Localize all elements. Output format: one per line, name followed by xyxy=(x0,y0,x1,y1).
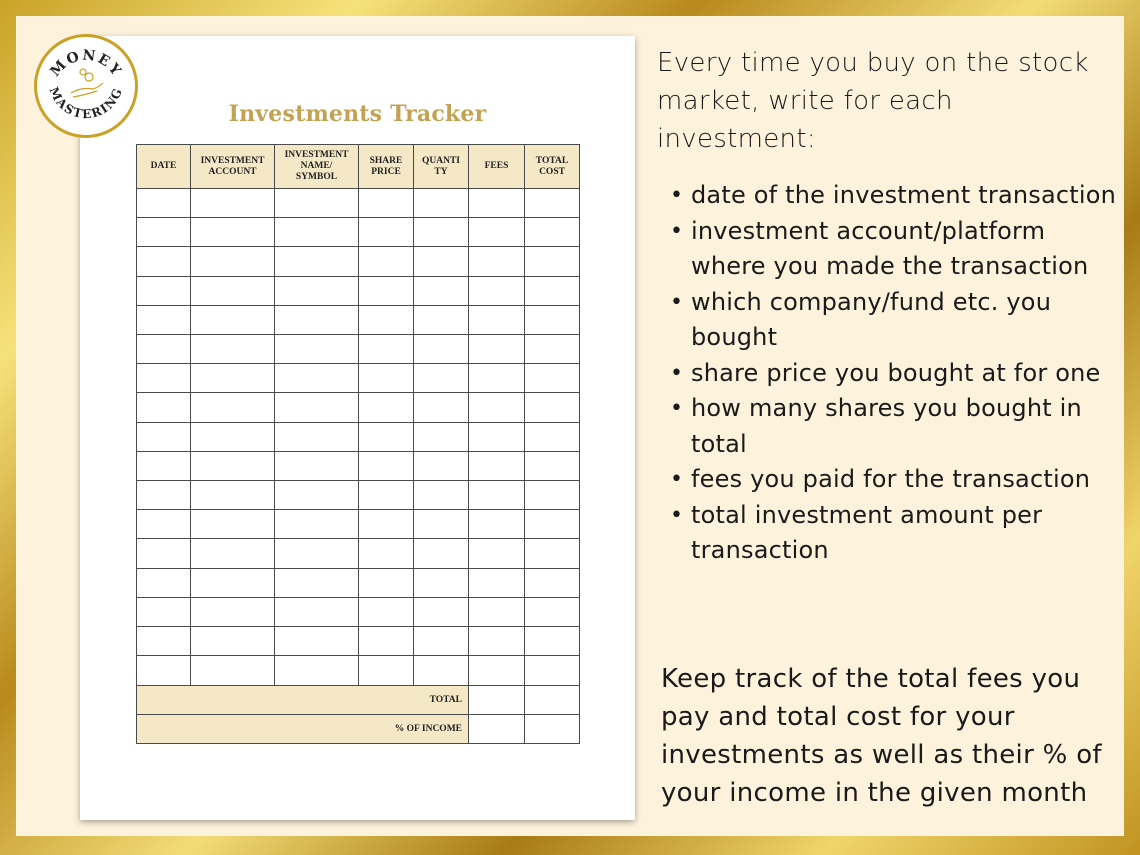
table-cell[interactable] xyxy=(414,627,469,656)
total-fees-cell[interactable] xyxy=(469,685,525,714)
instruction-item: • fees you paid for the transaction xyxy=(668,462,1118,498)
instruction-item: • share price you bought at for one xyxy=(668,356,1118,392)
table-cell[interactable] xyxy=(469,510,525,539)
logo-bottom-text: MASTERING xyxy=(46,84,126,122)
table-cell[interactable] xyxy=(359,451,414,480)
table-cell[interactable] xyxy=(414,539,469,568)
table-cell[interactable] xyxy=(191,247,275,276)
table-cell[interactable] xyxy=(275,481,359,510)
income-total-cost-cell[interactable] xyxy=(525,714,580,743)
table-cell[interactable] xyxy=(275,276,359,305)
table-cell[interactable] xyxy=(414,656,469,685)
table-cell[interactable] xyxy=(414,247,469,276)
table-cell[interactable] xyxy=(359,335,414,364)
table-cell[interactable] xyxy=(275,597,359,626)
table-cell[interactable] xyxy=(525,597,580,626)
instruction-item: • date of the investment transaction xyxy=(668,178,1118,214)
table-cell[interactable] xyxy=(469,627,525,656)
table-cell[interactable] xyxy=(525,218,580,247)
table-cell[interactable] xyxy=(525,364,580,393)
table-cell[interactable] xyxy=(525,539,580,568)
table-cell[interactable] xyxy=(191,276,275,305)
column-header: TOTAL COST xyxy=(525,145,580,189)
table-cell[interactable] xyxy=(275,393,359,422)
table-cell[interactable] xyxy=(525,481,580,510)
table-cell[interactable] xyxy=(137,218,191,247)
table-cell[interactable] xyxy=(191,422,275,451)
table-cell[interactable] xyxy=(469,597,525,626)
table-cell[interactable] xyxy=(469,422,525,451)
table-cell[interactable] xyxy=(525,276,580,305)
table-cell[interactable] xyxy=(191,451,275,480)
table-cell[interactable] xyxy=(191,597,275,626)
table-cell[interactable] xyxy=(469,276,525,305)
instruction-item: • which company/fund etc. you bought xyxy=(668,285,1118,356)
table-cell[interactable] xyxy=(414,481,469,510)
table-cell[interactable] xyxy=(525,656,580,685)
table-cell[interactable] xyxy=(275,364,359,393)
table-cell[interactable] xyxy=(414,597,469,626)
table-cell[interactable] xyxy=(469,393,525,422)
instruction-list xyxy=(668,178,1118,569)
table-cell[interactable] xyxy=(525,305,580,334)
table-cell[interactable] xyxy=(414,393,469,422)
table-cell[interactable] xyxy=(525,335,580,364)
total-row xyxy=(137,685,580,714)
table-cell[interactable] xyxy=(137,364,191,393)
table-cell[interactable] xyxy=(191,305,275,334)
table-cell[interactable] xyxy=(137,422,191,451)
table-cell[interactable] xyxy=(137,481,191,510)
table-body xyxy=(137,189,580,686)
table-cell[interactable] xyxy=(414,364,469,393)
table-cell[interactable] xyxy=(469,305,525,334)
table-cell[interactable] xyxy=(275,451,359,480)
table-row xyxy=(137,656,580,685)
table-cell[interactable] xyxy=(137,276,191,305)
table-cell[interactable] xyxy=(525,247,580,276)
table-cell[interactable] xyxy=(191,627,275,656)
table-header-row xyxy=(137,145,580,189)
table-cell[interactable] xyxy=(137,247,191,276)
table-row xyxy=(137,189,580,218)
table-cell[interactable] xyxy=(414,189,469,218)
table-cell[interactable] xyxy=(359,539,414,568)
table-cell[interactable] xyxy=(137,510,191,539)
table-cell[interactable] xyxy=(137,539,191,568)
table-cell[interactable] xyxy=(469,539,525,568)
total-total-cost-cell[interactable] xyxy=(525,685,580,714)
table-cell[interactable] xyxy=(469,218,525,247)
table-cell[interactable] xyxy=(525,422,580,451)
instruction-item: • total investment amount per transaction xyxy=(668,498,1118,569)
total-label: TOTAL xyxy=(137,685,469,714)
table-cell[interactable] xyxy=(191,656,275,685)
investments-table xyxy=(136,144,580,744)
table-cell[interactable] xyxy=(191,568,275,597)
table-cell[interactable] xyxy=(525,510,580,539)
table-cell[interactable] xyxy=(137,189,191,218)
table-cell[interactable] xyxy=(359,510,414,539)
table-row xyxy=(137,218,580,247)
table-cell[interactable] xyxy=(359,627,414,656)
table-cell[interactable] xyxy=(275,656,359,685)
table-cell[interactable] xyxy=(525,568,580,597)
table-cell[interactable] xyxy=(525,627,580,656)
table-row xyxy=(137,364,580,393)
table-cell[interactable] xyxy=(191,189,275,218)
table-cell[interactable] xyxy=(275,218,359,247)
table-cell[interactable] xyxy=(414,335,469,364)
column-header: QUANTI TY xyxy=(414,145,469,189)
table-cell[interactable] xyxy=(414,422,469,451)
table-cell[interactable] xyxy=(275,627,359,656)
table-cell[interactable] xyxy=(469,568,525,597)
instruction-item: • investment account/platform where you made the transaction xyxy=(668,214,1118,285)
table-cell[interactable] xyxy=(525,189,580,218)
intro-text: Every time you buy on the stock market, write for each investment: xyxy=(657,48,1089,154)
table-row xyxy=(137,335,580,364)
table-cell[interactable] xyxy=(359,276,414,305)
income-row xyxy=(137,714,580,743)
table-row xyxy=(137,305,580,334)
table-cell[interactable] xyxy=(469,481,525,510)
income-fees-cell[interactable] xyxy=(469,714,525,743)
tracker-title: Investments Tracker xyxy=(228,101,487,127)
column-header: DATE xyxy=(137,145,191,189)
table-cell[interactable] xyxy=(359,247,414,276)
table-cell[interactable] xyxy=(359,656,414,685)
table-row xyxy=(137,422,580,451)
table-row xyxy=(137,510,580,539)
table-cell[interactable] xyxy=(525,451,580,480)
table-cell[interactable] xyxy=(275,422,359,451)
logo-top-text: MONEY xyxy=(47,47,125,80)
table-cell[interactable] xyxy=(469,656,525,685)
table-row xyxy=(137,597,580,626)
table-cell[interactable] xyxy=(275,510,359,539)
table-cell[interactable] xyxy=(137,597,191,626)
table-cell[interactable] xyxy=(191,218,275,247)
table-row xyxy=(137,451,580,480)
table-row xyxy=(137,481,580,510)
table-cell[interactable] xyxy=(275,189,359,218)
outro-text: Keep track of the total fees you pay and total cost for your investments as well as their % of your income in the given month xyxy=(661,664,1102,808)
hand-coin-icon xyxy=(71,69,103,97)
table-cell[interactable] xyxy=(191,393,275,422)
table-cell[interactable] xyxy=(359,218,414,247)
table-cell[interactable] xyxy=(275,335,359,364)
column-header: SHARE PRICE xyxy=(359,145,414,189)
table-cell[interactable] xyxy=(359,305,414,334)
column-header: INVESTMENT ACCOUNT xyxy=(191,145,275,189)
table-cell[interactable] xyxy=(359,422,414,451)
instruction-item: • how many shares you bought in total xyxy=(668,391,1118,462)
table-cell[interactable] xyxy=(191,481,275,510)
table-cell[interactable] xyxy=(359,393,414,422)
table-cell[interactable] xyxy=(359,189,414,218)
table-cell[interactable] xyxy=(359,568,414,597)
table-cell[interactable] xyxy=(137,335,191,364)
table-row xyxy=(137,393,580,422)
table-cell[interactable] xyxy=(137,627,191,656)
table-cell[interactable] xyxy=(191,364,275,393)
table-cell[interactable] xyxy=(137,656,191,685)
table-cell[interactable] xyxy=(469,364,525,393)
table-cell[interactable] xyxy=(525,393,580,422)
table-cell[interactable] xyxy=(359,597,414,626)
table-cell[interactable] xyxy=(191,335,275,364)
table-row xyxy=(137,568,580,597)
table-cell[interactable] xyxy=(275,247,359,276)
table-cell[interactable] xyxy=(469,335,525,364)
table-cell[interactable] xyxy=(275,539,359,568)
income-label: % OF INCOME xyxy=(137,714,469,743)
table-cell[interactable] xyxy=(359,481,414,510)
table-cell[interactable] xyxy=(359,364,414,393)
table-cell[interactable] xyxy=(137,305,191,334)
table-cell[interactable] xyxy=(191,539,275,568)
table-row xyxy=(137,539,580,568)
table-cell[interactable] xyxy=(275,305,359,334)
table-cell[interactable] xyxy=(414,305,469,334)
table-cell[interactable] xyxy=(275,568,359,597)
table-cell[interactable] xyxy=(137,568,191,597)
table-cell[interactable] xyxy=(469,247,525,276)
table-cell[interactable] xyxy=(414,276,469,305)
table-row xyxy=(137,247,580,276)
table-row xyxy=(137,276,580,305)
column-header: INVESTMENT NAME/ SYMBOL xyxy=(275,145,359,189)
column-header: FEES xyxy=(469,145,525,189)
table-cell[interactable] xyxy=(414,218,469,247)
table-cell[interactable] xyxy=(137,393,191,422)
table-cell[interactable] xyxy=(414,568,469,597)
table-cell[interactable] xyxy=(414,451,469,480)
table-row xyxy=(137,627,580,656)
table-cell[interactable] xyxy=(414,510,469,539)
table-cell[interactable] xyxy=(137,451,191,480)
table-cell[interactable] xyxy=(469,189,525,218)
table-cell[interactable] xyxy=(191,510,275,539)
table-cell[interactable] xyxy=(469,451,525,480)
